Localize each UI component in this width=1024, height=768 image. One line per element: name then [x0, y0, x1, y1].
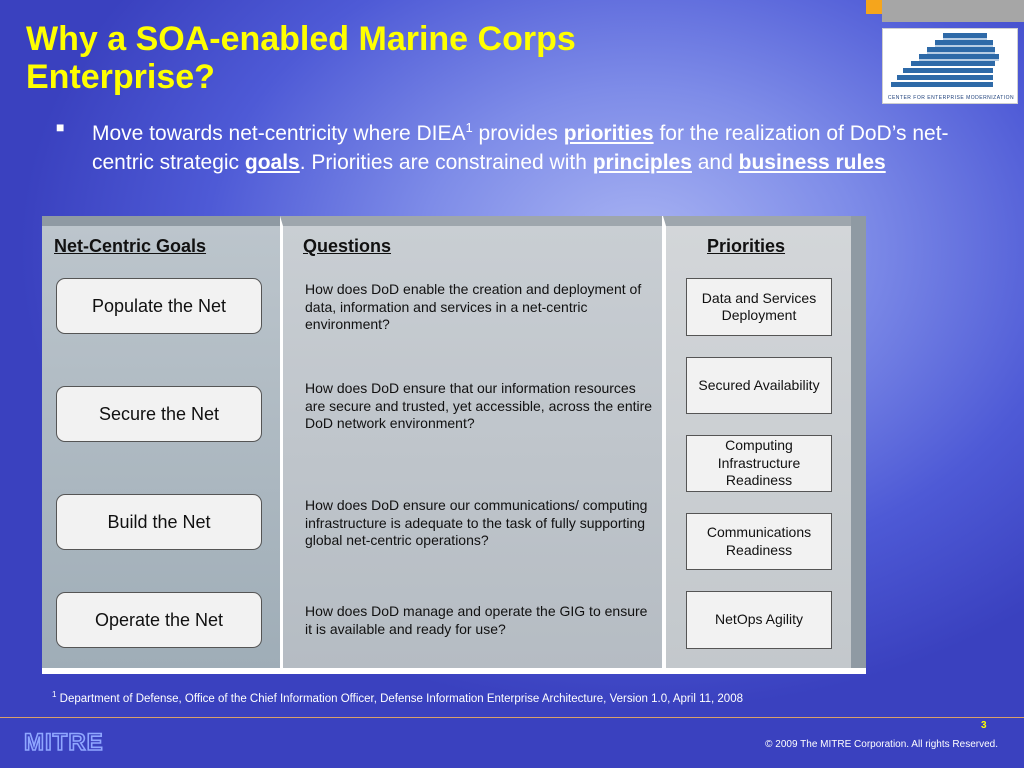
priority-communications: Communications Readiness [686, 513, 832, 570]
priority-data-services: Data and Services Deployment [686, 278, 832, 336]
priority-computing-infrastructure: Computing Infrastructure Readiness [686, 435, 832, 492]
emphasis-business-rules: business rules [738, 151, 886, 174]
footnote-number: 1 [52, 690, 57, 699]
bullet-text-part: . Priorities are constrained with [299, 151, 593, 174]
question-secure: How does DoD ensure that our information resources are secure and trusted, yet accessible, across the entire DoD network environment? [305, 380, 653, 431]
cem-logo [882, 28, 1018, 104]
footer-divider [0, 717, 1024, 718]
goal-box-secure: Secure the Net [56, 386, 262, 442]
mitre-logo-text: MITRE [24, 729, 104, 755]
emphasis-principles: principles [592, 151, 692, 174]
questions-column [280, 216, 662, 668]
emphasis-goals: goals [244, 151, 300, 174]
bullet-text-part: provides [472, 122, 564, 145]
bullet-text-part: and [691, 151, 739, 174]
staircase-logo-icon [883, 29, 1019, 105]
logo-caption: CENTER FOR ENTERPRISE MODERNIZATION [887, 95, 1015, 101]
priorities-header: Priorities [707, 236, 786, 256]
questions-header: Questions [303, 236, 392, 256]
footnote-ref: 1 [465, 120, 473, 135]
question-populate: How does DoD enable the creation and deployment of data, information and services in a net-centric environment? [305, 281, 642, 332]
corner-accent-gray [882, 0, 1024, 22]
goal-box-build: Build the Net [56, 494, 262, 550]
bullet-text-part: Move towards net-centricity where DIEA [92, 122, 466, 145]
diagram-edge [851, 216, 866, 668]
emphasis-priorities: priorities [563, 122, 654, 145]
footnote-text: Department of Defense, Office of the Chief Information Officer, Defense Information Enterprise Architecture, Version 1.0, April 11, 2008 [56, 692, 743, 705]
priorities-column [663, 216, 851, 668]
copyright-text: © 2009 The MITRE Corporation. All rights Reserved. [765, 739, 998, 750]
goal-box-populate: Populate the Net [56, 278, 262, 334]
goals-header: Net-Centric Goals [54, 236, 207, 256]
slide-title: Why a SOA-enabled Marine Corps Enterprise? [26, 20, 576, 96]
question-operate: How does DoD manage and operate the GIG to ensure it is available and ready for use? [305, 603, 648, 637]
footnote [52, 690, 743, 705]
bullet-marker: ■ [56, 119, 65, 135]
bullet-text [92, 113, 958, 177]
priority-secured-availability: Secured Availability [686, 357, 832, 414]
page-number: 3 [981, 720, 987, 731]
goal-box-operate: Operate the Net [56, 592, 262, 648]
mitre-logo [24, 729, 110, 755]
corner-accent-orange [866, 0, 882, 14]
goals-column [42, 216, 280, 668]
bullet-point [58, 113, 958, 177]
question-build: How does DoD ensure our communications/ computing infrastructure is adequate to the task of fully supporting global net-centric operations? [305, 497, 648, 548]
bullet-text-part: for the realization of DoD’s net-centric strategic [92, 122, 949, 174]
goals-questions-priorities-diagram [42, 216, 866, 674]
priority-netops: NetOps Agility [686, 591, 832, 649]
